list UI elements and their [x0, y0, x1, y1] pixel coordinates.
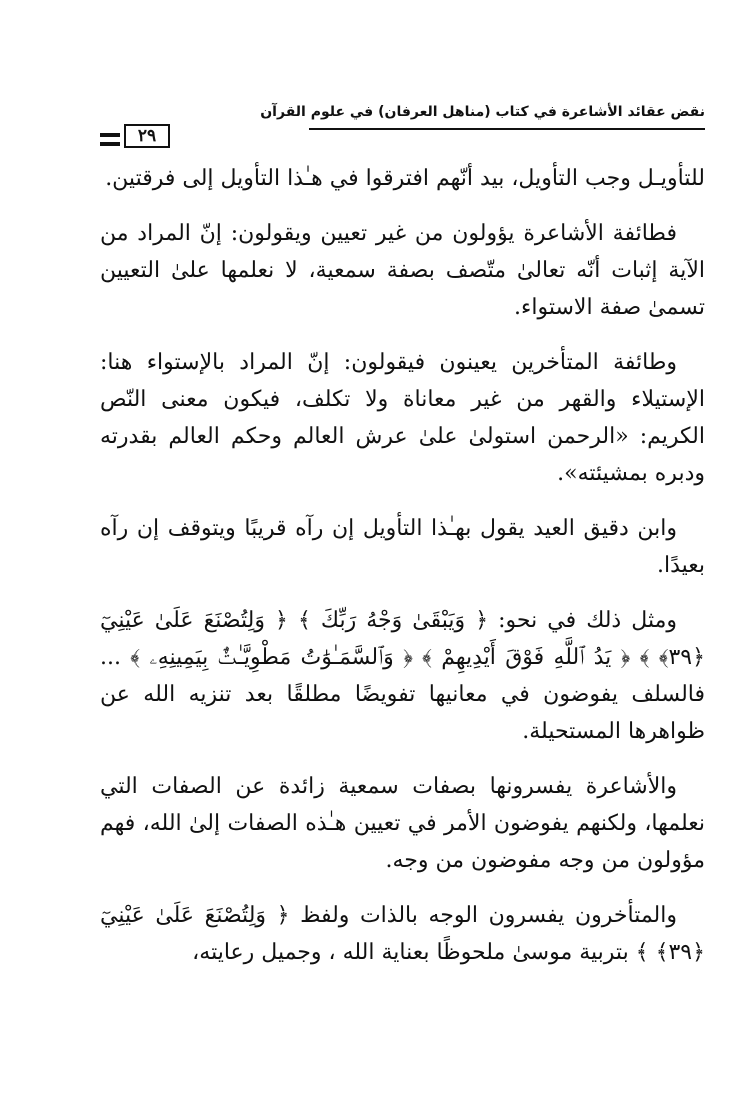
header-bar-bottom — [100, 142, 120, 146]
page-body — [100, 160, 705, 989]
paragraph-1: للتأويـل وجب التأويل، بيد أنّهم افترقوا في هـٰذا التأويل إلى فرقتين. — [105, 166, 705, 191]
header-bar-top — [100, 133, 120, 137]
paragraph-3: وطائفة المتأخرين يعينون فيقولون: إنّ المراد بالإستواء هنا: الإستيلاء والقهر من غير معاناة ولا تكلف، فيكون معنى النّص الكريم: «الرحمن استولىٰ علىٰ عرش العالم وحكم العالم بقدرته ودبره بمشيئته». — [100, 350, 705, 486]
paragraph-5: ومثل ذلك في نحو: ﴿ وَيَبْقَىٰ وَجْهُ رَبِّكَ ﴾ ﴿ وَلِتُصْنَعَ عَلَىٰ عَيْنِيٓ ﴿٣٩﴾ ﴾ ﴿ يَدُ ٱللَّهِ فَوْقَ أَيْدِيهِمْ ﴾ ﴿ وَٱلسَّمَـٰوَٰتُ مَطْوِيَّـٰتٌۢ بِيَمِينِهِۦ ﴾ ... فالسلف يفوضون في معانيها تفويضًا مطلقًا بعد تنزيه الله عن ظواهرها المستحيلة. — [100, 608, 705, 744]
page-number: ٢٩ — [124, 124, 170, 148]
running-title: نقض عقائد الأشاعرة في كتاب (مناهل العرفان) في علوم القرآن — [260, 104, 705, 120]
header-rule — [309, 128, 705, 130]
paragraph-7: والمتأخرون يفسرون الوجه بالذات ولفظ ﴿ وَلِتُصْنَعَ عَلَىٰ عَيْنِيٓ ﴿٣٩﴾ ﴾ بتربية موسىٰ ملحوظًا بعناية الله ، وجميل رعايته، — [100, 903, 705, 965]
paragraph-6: والأشاعرة يفسرونها بصفات سمعية زائدة عن الصفات التي نعلمها، ولكنهم يفوضون الأمر في تعيين هـٰذه الصفات إلىٰ الله، فهم مؤولون من وجه مفوضون من وجه. — [100, 774, 705, 873]
paragraph-4: وابن دقيق العيد يقول بهـٰذا التأويل إن رآه قريبًا ويتوقف إن رآه بعيدًا. — [100, 516, 705, 578]
paragraph-2: فطائفة الأشاعرة يؤولون من غير تعيين ويقولون: إنّ المراد من الآية إثبات أنّه تعالىٰ متّصف بصفة سمعية، لا نعلمها علىٰ التعيين تسمىٰ صفة الاستواء. — [100, 221, 705, 320]
page-header — [100, 104, 705, 152]
